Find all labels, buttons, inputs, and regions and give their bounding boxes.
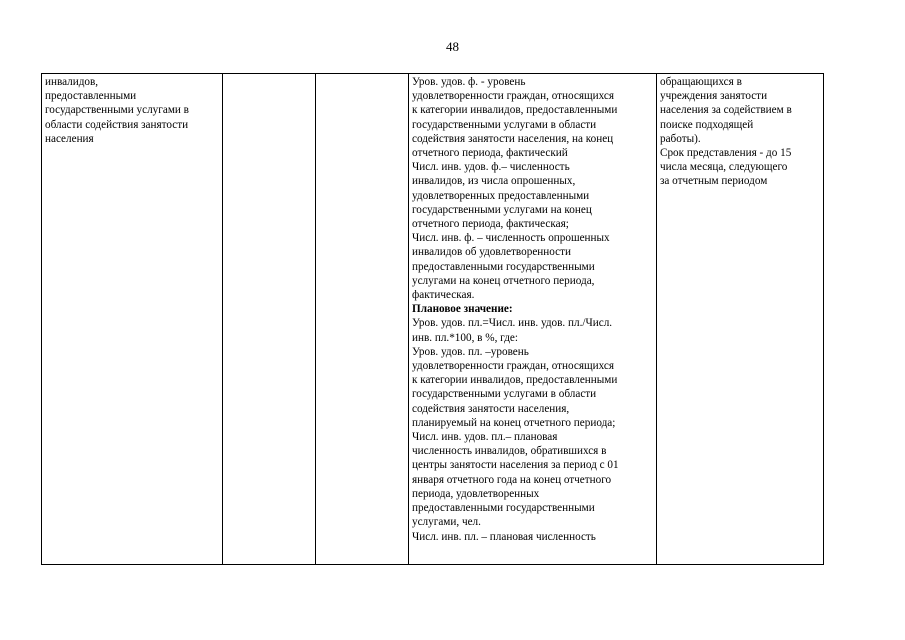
text-line: содействия занятости населения, — [412, 402, 570, 415]
text-line: инвалидов об удовлетворенности — [412, 246, 571, 259]
text-line: фактическая. — [412, 289, 475, 302]
text-line: обращающихся в — [660, 76, 742, 88]
text-line: Числ. инв. пл. – плановая численность — [412, 530, 596, 543]
cell-empty-1 — [223, 74, 316, 565]
text-line: Уров. удов. пл.=Числ. инв. удов. пл./Числ. — [412, 317, 613, 330]
text-line: государственными услугами в — [45, 104, 189, 117]
document-table — [41, 73, 824, 565]
text-line: населения — [45, 132, 94, 145]
text-line: численность инвалидов, обратившихся в — [412, 445, 607, 458]
text-line: государственными услугами в области — [412, 118, 597, 131]
text-line: периода, удовлетворенных — [412, 487, 540, 500]
text-line: услугами на конец отчетного периода, — [412, 274, 595, 287]
cell-empty-2 — [316, 74, 409, 565]
cell-col5-text — [660, 75, 820, 189]
text-line: планируемый на конец отчетного периода; — [412, 416, 616, 429]
text-line: центры занятости населения за период с 01 — [412, 459, 619, 472]
text-line: за отчетным периодом — [660, 175, 768, 188]
text-line: работы). — [660, 132, 701, 145]
text-line: инв. пл.*100, в %, где: — [412, 331, 518, 344]
text-line: отчетного периода, фактический — [412, 147, 568, 160]
text-line: государственными услугами в области — [412, 388, 597, 401]
text-line: удовлетворенных предоставленными — [412, 189, 590, 202]
text-line: поиске подходящей — [660, 118, 754, 131]
cell-source — [657, 74, 824, 565]
text-line: области содействия занятости — [45, 118, 189, 131]
text-line: учреждения занятости — [660, 90, 768, 103]
text-line: содействия занятости населения, на конец — [412, 132, 614, 145]
text-line: Числ. инв. удов. пл.– плановая — [412, 431, 558, 444]
cell-indicator-name — [42, 74, 223, 565]
text-line: отчетного периода, фактическая; — [412, 218, 569, 231]
text-line: числа месяца, следующего — [660, 161, 788, 174]
text-line: удовлетворенности граждан, относящихся — [412, 90, 614, 103]
table-row — [42, 74, 824, 565]
text-line: удовлетворенности граждан, относящихся — [412, 360, 614, 373]
text-line: к категории инвалидов, предоставленными — [412, 104, 618, 117]
text-line: государственными услугами на конец — [412, 203, 592, 216]
cell-col4-text — [412, 75, 653, 544]
text-line: предоставленными государственными — [412, 502, 595, 515]
text-line: Числ. инв. ф. – численность опрошенных — [412, 232, 610, 245]
text-line: к категории инвалидов, предоставленными — [412, 374, 618, 387]
text-line: Плановое значение: — [412, 303, 513, 316]
text-line: предоставленными — [45, 90, 137, 103]
page-number: 48 — [446, 39, 459, 54]
text-line: Уров. удов. пл. –уровень — [412, 345, 529, 358]
text-line: Уров. удов. ф. - уровень — [412, 76, 526, 88]
text-line: Числ. инв. удов. ф.– численность — [412, 161, 570, 174]
cell-col1-text — [45, 75, 219, 146]
cell-formula — [409, 74, 657, 565]
text-line: инвалидов, — [45, 76, 99, 88]
text-line: услугами, чел. — [412, 516, 481, 529]
text-line: января отчетного года на конец отчетного — [412, 473, 612, 486]
text-line: Срок представления - до 15 — [660, 147, 792, 160]
text-line: инвалидов, из числа опрошенных, — [412, 175, 576, 188]
text-line: населения за содействием в — [660, 104, 792, 117]
text-line: предоставленными государственными — [412, 260, 595, 273]
